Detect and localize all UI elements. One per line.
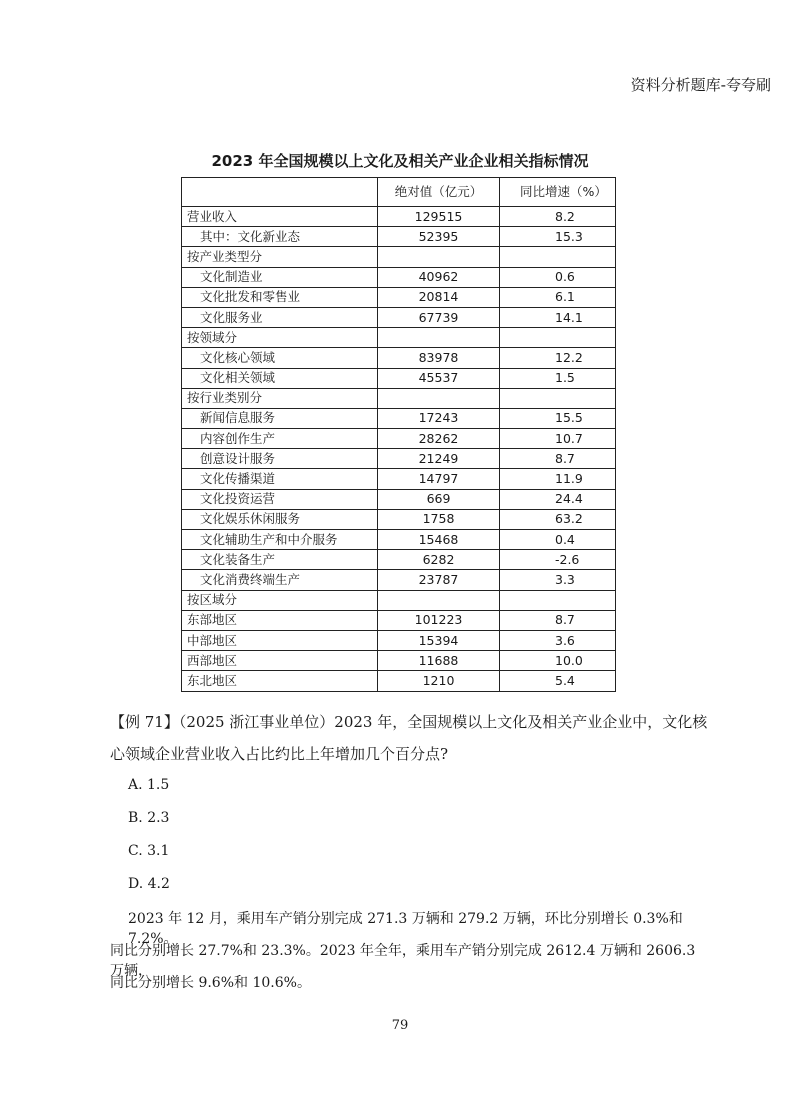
row-label-cell: 内容创作生产 xyxy=(182,429,378,449)
option-a: A. 1.5 xyxy=(128,777,170,793)
row-growth-cell: 6.1 xyxy=(500,287,616,307)
row-growth-cell: 8.7 xyxy=(500,449,616,469)
row-value-cell: 40962 xyxy=(378,267,500,287)
book-title: 资料分析题库-夸夸刷 xyxy=(630,76,771,94)
row-value-cell: 28262 xyxy=(378,429,500,449)
row-growth-cell: 8.7 xyxy=(500,610,616,630)
row-label-cell: 东北地区 xyxy=(182,671,378,691)
row-value-cell: 23787 xyxy=(378,570,500,590)
row-label-cell: 文化娱乐休闲服务 xyxy=(182,509,378,529)
table-row xyxy=(182,368,616,388)
row-growth-cell: 10.7 xyxy=(500,429,616,449)
row-growth-cell: 12.2 xyxy=(500,348,616,368)
option-b: B. 2.3 xyxy=(128,810,170,826)
row-value-cell: 15394 xyxy=(378,630,500,650)
row-value-cell: 52395 xyxy=(378,227,500,247)
row-value-cell: 669 xyxy=(378,489,500,509)
row-label-cell: 创意设计服务 xyxy=(182,449,378,469)
row-value-cell: 15468 xyxy=(378,530,500,550)
table-row xyxy=(182,429,616,449)
row-value-cell xyxy=(378,590,500,610)
row-value-cell: 129515 xyxy=(378,207,500,227)
row-growth-cell: 15.5 xyxy=(500,408,616,428)
row-label-cell: 新闻信息服务 xyxy=(182,408,378,428)
option-c: C. 3.1 xyxy=(128,843,170,859)
row-growth-cell xyxy=(500,247,616,267)
row-label-cell: 东部地区 xyxy=(182,610,378,630)
table-row xyxy=(182,469,616,489)
indicator-table xyxy=(181,177,616,692)
table-row xyxy=(182,671,616,691)
table-row xyxy=(182,328,616,348)
table-row xyxy=(182,307,616,327)
table-row xyxy=(182,449,616,469)
table-row xyxy=(182,247,616,267)
row-label-cell: 按产业类型分 xyxy=(182,247,378,267)
row-label-cell: 文化服务业 xyxy=(182,307,378,327)
row-value-cell: 1758 xyxy=(378,509,500,529)
row-value-cell xyxy=(378,247,500,267)
option-d: D. 4.2 xyxy=(128,876,170,892)
row-label-cell: 营业收入 xyxy=(182,207,378,227)
row-label-cell: 文化投资运营 xyxy=(182,489,378,509)
passage-line-3: 同比分别增长 9.6%和 10.6%。 xyxy=(110,975,311,991)
row-growth-cell: 10.0 xyxy=(500,651,616,671)
row-growth-cell xyxy=(500,328,616,348)
row-label-cell: 文化传播渠道 xyxy=(182,469,378,489)
row-growth-cell: 8.2 xyxy=(500,207,616,227)
row-label-cell: 文化制造业 xyxy=(182,267,378,287)
header-growth-cell: 同比增速（%） xyxy=(500,178,616,207)
row-growth-cell: 0.6 xyxy=(500,267,616,287)
table-row xyxy=(182,590,616,610)
row-value-cell xyxy=(378,388,500,408)
row-label-cell: 按领域分 xyxy=(182,328,378,348)
row-value-cell: 1210 xyxy=(378,671,500,691)
table-row xyxy=(182,287,616,307)
table-row xyxy=(182,610,616,630)
table-row xyxy=(182,550,616,570)
row-value-cell: 17243 xyxy=(378,408,500,428)
table-row xyxy=(182,207,616,227)
header-label-cell xyxy=(182,178,378,207)
page-number: 79 xyxy=(391,1018,409,1033)
row-growth-cell xyxy=(500,388,616,408)
row-label-cell: 文化相关领域 xyxy=(182,368,378,388)
table-row xyxy=(182,530,616,550)
row-label-cell: 文化装备生产 xyxy=(182,550,378,570)
row-value-cell: 83978 xyxy=(378,348,500,368)
row-growth-cell: -2.6 xyxy=(500,550,616,570)
row-value-cell: 20814 xyxy=(378,287,500,307)
header-value-cell: 绝对值（亿元） xyxy=(378,178,500,207)
table-row xyxy=(182,651,616,671)
row-growth-cell: 3.6 xyxy=(500,630,616,650)
row-value-cell: 101223 xyxy=(378,610,500,630)
table-row xyxy=(182,408,616,428)
question-line-1: 【例 71】（2025 浙江事业单位）2023 年，全国规模以上文化及相关产业企业中，文化核 xyxy=(110,713,708,731)
row-label-cell: 中部地区 xyxy=(182,630,378,650)
row-value-cell: 21249 xyxy=(378,449,500,469)
table-row xyxy=(182,227,616,247)
table-row xyxy=(182,267,616,287)
row-label-cell: 西部地区 xyxy=(182,651,378,671)
table-body xyxy=(182,178,616,692)
row-growth-cell: 24.4 xyxy=(500,489,616,509)
row-value-cell: 67739 xyxy=(378,307,500,327)
row-label-cell: 其中：文化新业态 xyxy=(182,227,378,247)
row-growth-cell: 5.4 xyxy=(500,671,616,691)
question-line-2: 心领域企业营业收入占比约比上年增加几个百分点? xyxy=(110,745,449,763)
row-label-cell: 文化辅助生产和中介服务 xyxy=(182,530,378,550)
passage-line-1: 2023 年 12 月，乘用车产销分别完成 271.3 万辆和 279.2 万辆，环比分别增长 0.3%和 7.2%。 xyxy=(128,911,683,947)
row-label-cell: 文化核心领域 xyxy=(182,348,378,368)
table-header-row xyxy=(182,178,616,207)
row-value-cell: 45537 xyxy=(378,368,500,388)
row-value-cell: 11688 xyxy=(378,651,500,671)
row-growth-cell: 1.5 xyxy=(500,368,616,388)
table-row xyxy=(182,388,616,408)
row-growth-cell: 15.3 xyxy=(500,227,616,247)
row-value-cell xyxy=(378,328,500,348)
row-value-cell: 14797 xyxy=(378,469,500,489)
row-label-cell: 按行业类别分 xyxy=(182,388,378,408)
table-row xyxy=(182,570,616,590)
row-label-cell: 文化消费终端生产 xyxy=(182,570,378,590)
row-growth-cell xyxy=(500,590,616,610)
passage-line-2: 同比分别增长 27.7%和 23.3%。2023 年全年，乘用车产销分别完成 2612.4 万辆和 2606.3 万辆， xyxy=(110,943,696,979)
row-growth-cell: 0.4 xyxy=(500,530,616,550)
row-growth-cell: 14.1 xyxy=(500,307,616,327)
table-row xyxy=(182,630,616,650)
row-growth-cell: 11.9 xyxy=(500,469,616,489)
row-growth-cell: 3.3 xyxy=(500,570,616,590)
row-label-cell: 文化批发和零售业 xyxy=(182,287,378,307)
table-row xyxy=(182,348,616,368)
table-title: 2023 年全国规模以上文化及相关产业企业相关指标情况 xyxy=(211,152,589,170)
row-label-cell: 按区域分 xyxy=(182,590,378,610)
row-growth-cell: 63.2 xyxy=(500,509,616,529)
row-value-cell: 6282 xyxy=(378,550,500,570)
table-row xyxy=(182,489,616,509)
table-row xyxy=(182,509,616,529)
